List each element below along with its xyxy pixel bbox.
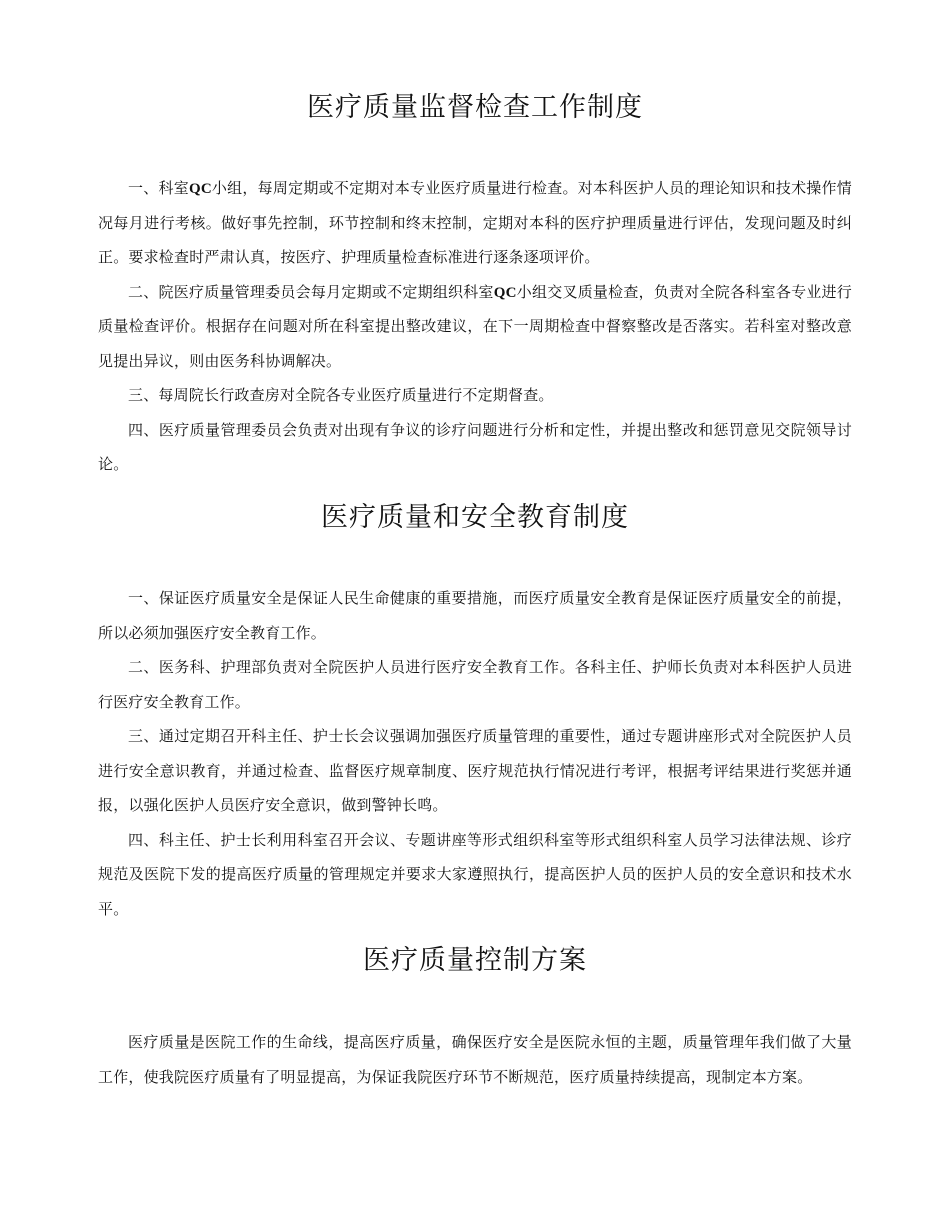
section-title: 医疗质量和安全教育制度 [321, 502, 629, 532]
paragraph-text-bold: QC [188, 181, 212, 197]
section-title: 医疗质量控制方案 [363, 945, 587, 975]
section-body [98, 172, 852, 483]
paragraph-text-post: 小组，每周定期或不定期对本专业医疗质量进行检查。对本科医护人员的理论知识和技术操作情况每月进行考核。做好事先控制，环节控制和终末控制，定期对本科的医疗护理质量进行评估，发现问题及时纠正。要求检查时严肃认真，按医疗、护理质量检查标准进行逐条逐项评价。 [98, 181, 852, 266]
paragraph-text-pre: 一、科室 [128, 181, 189, 197]
paragraph [98, 172, 852, 276]
paragraph: 二、医务科、护理部负责对全院医护人员进行医疗安全教育工作。各科主任、护师长负责对本科医护人员进行医疗安全教育工作。 [98, 660, 852, 711]
paragraph: 四、医疗质量管理委员会负责对出现有争议的诊疗问题进行分析和定性，并提出整改和惩罚意见交院领导讨论。 [98, 422, 852, 473]
paragraph: 医疗质量是医院工作的生命线，提高医疗质量，确保医疗安全是医院永恒的主题，质量管理年我们做了大量工作，使我院医疗质量有了明显提高，为保证我院医疗环节不断规范，医疗质量持续提高，现制定本方案。 [98, 1035, 852, 1086]
paragraph [98, 276, 852, 380]
paragraph: 三、每周院长行政查房对全院各专业医疗质量进行不定期督查。 [128, 388, 554, 404]
paragraph: 四、科主任、护士长利用科室召开会议、专题讲座等形式组织科室等形式组织科室人员学习法律法规、诊疗规范及医院下发的提高医疗质量的管理规定并要求大家遵照执行，提高医护人员的医护人员的安全意识和技术水平。 [98, 832, 852, 918]
paragraph-text-bold: QC [493, 284, 517, 301]
paragraph: 一、保证医疗质量安全是保证人民生命健康的重要措施，而医疗质量安全教育是保证医疗质量安全的前提，所以必须加强医疗安全教育工作。 [98, 591, 852, 642]
section-title: 医疗质量监督检查工作制度 [307, 92, 643, 122]
paragraph-text-post: 小组交叉质量检查，负责对全院各科室各专业进行质量检查评价。根据存在问题对所在科室提出整改建议，在下一周期检查中督察整改是否落实。若科室对整改意见提出异议，则由医务科协调解决。 [98, 284, 852, 370]
paragraph: 三、通过定期召开科主任、护士长会议强调加强医疗质量管理的重要性，通过专题讲座形式对全院医护人员进行安全意识教育，并通过检查、监督医疗规章制度、医疗规范执行情况进行考评，根据考评结果进行奖惩并通报，以强化医护人员医疗安全意识，做到警钟长鸣。 [98, 729, 852, 814]
section-body [98, 582, 852, 927]
section-body [98, 1026, 852, 1095]
paragraph-text-pre: 二、院医疗质量管理委员会每月定期或不定期组织科室 [128, 284, 494, 301]
